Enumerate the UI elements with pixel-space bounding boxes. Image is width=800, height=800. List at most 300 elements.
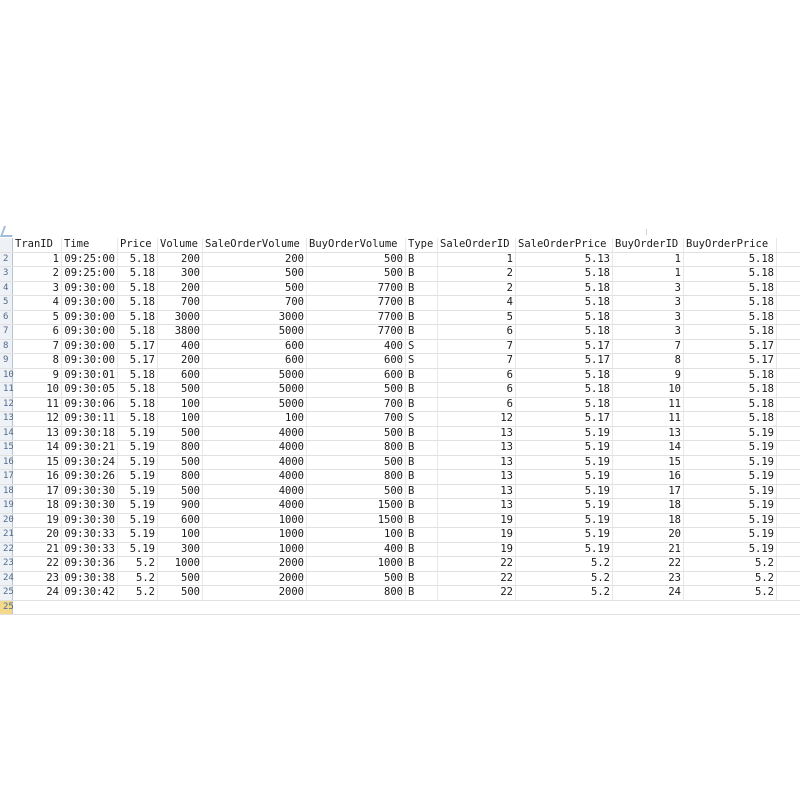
- row-header[interactable]: 8: [0, 340, 13, 354]
- cell-buy-order-id[interactable]: 11: [613, 412, 684, 426]
- table-row[interactable]: [0, 427, 800, 442]
- cell-sale-order-price[interactable]: 5.18: [516, 311, 613, 325]
- cell-sale-order-volume[interactable]: 5000: [203, 369, 307, 383]
- cell-sale-order-id[interactable]: 7: [438, 340, 516, 354]
- cell-price[interactable]: 5.19: [118, 514, 158, 528]
- cell-sale-order-volume[interactable]: 5000: [203, 325, 307, 339]
- cell-sale-order-price[interactable]: 5.17: [516, 340, 613, 354]
- cell-sale-order-volume[interactable]: 700: [203, 296, 307, 310]
- cell-sale-order-volume[interactable]: 4000: [203, 470, 307, 484]
- column-header-time[interactable]: Time: [62, 238, 118, 252]
- cell-sale-order-volume[interactable]: 4000: [203, 441, 307, 455]
- cell-type[interactable]: B: [406, 499, 438, 513]
- cell-sale-order-volume[interactable]: 500: [203, 267, 307, 281]
- cell-sale-order-price[interactable]: 5.18: [516, 383, 613, 397]
- cell-buy-order-id[interactable]: 17: [613, 485, 684, 499]
- cell-time[interactable]: 09:30:38: [62, 572, 118, 586]
- cell-volume[interactable]: 800: [158, 441, 203, 455]
- cell-sale-order-price[interactable]: 5.19: [516, 543, 613, 557]
- cell-volume[interactable]: 200: [158, 282, 203, 296]
- cell-sale-order-volume[interactable]: 5000: [203, 383, 307, 397]
- cell-buy-order-price[interactable]: 5.19: [684, 427, 777, 441]
- table-row[interactable]: [0, 499, 800, 514]
- cell-buy-order-id[interactable]: 21: [613, 543, 684, 557]
- row-header[interactable]: 5: [0, 296, 13, 310]
- cell-volume[interactable]: 800: [158, 470, 203, 484]
- cell-buy-order-price[interactable]: 5.2: [684, 557, 777, 571]
- table-row[interactable]: [0, 369, 800, 384]
- cell-time[interactable]: 09:25:00: [62, 267, 118, 281]
- cell-buy-order-volume[interactable]: 7700: [307, 282, 406, 296]
- cell-time[interactable]: 09:30:00: [62, 354, 118, 368]
- cell-volume[interactable]: 500: [158, 427, 203, 441]
- row-header[interactable]: [0, 238, 13, 252]
- column-header-tranid[interactable]: TranID: [13, 238, 62, 252]
- cell-volume[interactable]: 100: [158, 528, 203, 542]
- cell-volume[interactable]: 600: [158, 369, 203, 383]
- table-row[interactable]: [0, 340, 800, 355]
- cell-sale-order-volume[interactable]: 100: [203, 412, 307, 426]
- cell-buy-order-price[interactable]: 5.18: [684, 282, 777, 296]
- cell-sale-order-volume[interactable]: 3000: [203, 311, 307, 325]
- select-all-corner[interactable]: [0, 225, 14, 238]
- cell-sale-order-price[interactable]: 5.19: [516, 485, 613, 499]
- cell-time[interactable]: 09:30:01: [62, 369, 118, 383]
- cell-sale-order-price[interactable]: 5.19: [516, 499, 613, 513]
- table-row[interactable]: [0, 311, 800, 326]
- cell-sale-order-volume[interactable]: 4000: [203, 427, 307, 441]
- cell-time[interactable]: 09:30:06: [62, 398, 118, 412]
- row-header[interactable]: 4: [0, 282, 13, 296]
- cell-buy-order-id[interactable]: 7: [613, 340, 684, 354]
- table-row[interactable]: [0, 557, 800, 572]
- table-row[interactable]: [0, 354, 800, 369]
- column-header-buy-order-volume[interactable]: BuyOrderVolume: [307, 238, 406, 252]
- cell-buy-order-price[interactable]: 5.19: [684, 456, 777, 470]
- cell-time[interactable]: 09:30:21: [62, 441, 118, 455]
- cell-sale-order-id[interactable]: 6: [438, 369, 516, 383]
- cell-price[interactable]: 5.18: [118, 282, 158, 296]
- cell-buy-order-price[interactable]: 5.18: [684, 311, 777, 325]
- cell-time[interactable]: 09:30:05: [62, 383, 118, 397]
- cell-buy-order-price[interactable]: 5.19: [684, 470, 777, 484]
- cell-buy-order-price[interactable]: 5.19: [684, 499, 777, 513]
- row-header[interactable]: 10: [0, 369, 13, 383]
- cell-time[interactable]: 09:30:36: [62, 557, 118, 571]
- table-row[interactable]: [0, 586, 800, 601]
- cell-buy-order-volume[interactable]: 500: [307, 427, 406, 441]
- cell-sale-order-volume[interactable]: 2000: [203, 586, 307, 600]
- cell-price[interactable]: 5.19: [118, 528, 158, 542]
- cell-sale-order-volume[interactable]: 600: [203, 354, 307, 368]
- cell-buy-order-price[interactable]: 5.17: [684, 354, 777, 368]
- cell-volume[interactable]: 400: [158, 340, 203, 354]
- cell-volume[interactable]: 300: [158, 543, 203, 557]
- cell-buy-order-volume[interactable]: 500: [307, 485, 406, 499]
- row-header[interactable]: 17: [0, 470, 13, 484]
- cell-tranid[interactable]: 18: [13, 499, 62, 513]
- cell-tranid[interactable]: 4: [13, 296, 62, 310]
- cell-type[interactable]: B: [406, 485, 438, 499]
- cell-type[interactable]: B: [406, 296, 438, 310]
- cell-time[interactable]: 09:30:00: [62, 340, 118, 354]
- cell-volume[interactable]: 900: [158, 499, 203, 513]
- cell-price[interactable]: 5.19: [118, 470, 158, 484]
- cell-type[interactable]: B: [406, 514, 438, 528]
- table-row[interactable]: [0, 412, 800, 427]
- column-header-sale-order-price[interactable]: SaleOrderPrice: [516, 238, 613, 252]
- cell-sale-order-price[interactable]: 5.19: [516, 528, 613, 542]
- cell-tranid[interactable]: 11: [13, 398, 62, 412]
- cell-buy-order-volume[interactable]: 500: [307, 253, 406, 267]
- row-header[interactable]: 15: [0, 441, 13, 455]
- cell-sale-order-id[interactable]: 13: [438, 456, 516, 470]
- row-header[interactable]: 7: [0, 325, 13, 339]
- cell-buy-order-price[interactable]: 5.19: [684, 441, 777, 455]
- cell-price[interactable]: 5.18: [118, 311, 158, 325]
- cell-type[interactable]: B: [406, 528, 438, 542]
- cell-buy-order-id[interactable]: 3: [613, 296, 684, 310]
- cell-price[interactable]: 5.18: [118, 253, 158, 267]
- cell-buy-order-price[interactable]: 5.19: [684, 528, 777, 542]
- cell-type[interactable]: B: [406, 383, 438, 397]
- cell-sale-order-id[interactable]: 19: [438, 543, 516, 557]
- cell-price[interactable]: 5.19: [118, 456, 158, 470]
- cell-price[interactable]: 5.17: [118, 340, 158, 354]
- cell-price[interactable]: 5.19: [118, 427, 158, 441]
- cell-buy-order-volume[interactable]: 100: [307, 528, 406, 542]
- cell-sale-order-price[interactable]: 5.18: [516, 296, 613, 310]
- cell-buy-order-volume[interactable]: 7700: [307, 311, 406, 325]
- cell-price[interactable]: 5.17: [118, 354, 158, 368]
- cell-tranid[interactable]: 8: [13, 354, 62, 368]
- cell-sale-order-volume[interactable]: 4000: [203, 456, 307, 470]
- cell-sale-order-id[interactable]: 13: [438, 499, 516, 513]
- cell-sale-order-id[interactable]: 6: [438, 325, 516, 339]
- cell-sale-order-id[interactable]: 13: [438, 441, 516, 455]
- column-header-price[interactable]: Price: [118, 238, 158, 252]
- cell-tranid[interactable]: 1: [13, 253, 62, 267]
- cell-volume[interactable]: 500: [158, 485, 203, 499]
- cell-buy-order-volume[interactable]: 800: [307, 441, 406, 455]
- cell-buy-order-id[interactable]: 1: [613, 267, 684, 281]
- cell-tranid[interactable]: 3: [13, 282, 62, 296]
- cell-sale-order-id[interactable]: 13: [438, 485, 516, 499]
- cell-tranid[interactable]: 2: [13, 267, 62, 281]
- cell-sale-order-price[interactable]: 5.2: [516, 586, 613, 600]
- cell-buy-order-volume[interactable]: 800: [307, 470, 406, 484]
- cell-price[interactable]: 5.19: [118, 499, 158, 513]
- cell-volume[interactable]: 700: [158, 296, 203, 310]
- cell-type[interactable]: B: [406, 369, 438, 383]
- column-header-sale-order-volume[interactable]: SaleOrderVolume: [203, 238, 307, 252]
- cell-time[interactable]: 09:30:30: [62, 514, 118, 528]
- column-header-volume[interactable]: Volume: [158, 238, 203, 252]
- cell-time[interactable]: 09:30:11: [62, 412, 118, 426]
- cell-sale-order-id[interactable]: 12: [438, 412, 516, 426]
- cell-sale-order-id[interactable]: 13: [438, 470, 516, 484]
- cell-sale-order-price[interactable]: 5.19: [516, 470, 613, 484]
- cell-type[interactable]: B: [406, 267, 438, 281]
- row-header[interactable]: 23: [0, 557, 13, 571]
- row-header[interactable]: 18: [0, 485, 13, 499]
- table-row[interactable]: [0, 441, 800, 456]
- cell-sale-order-volume[interactable]: 4000: [203, 499, 307, 513]
- cell-price[interactable]: 5.18: [118, 383, 158, 397]
- cell-tranid[interactable]: 22: [13, 557, 62, 571]
- cell-type[interactable]: B: [406, 441, 438, 455]
- cell-buy-order-volume[interactable]: 800: [307, 586, 406, 600]
- cell-buy-order-id[interactable]: 15: [613, 456, 684, 470]
- cell-time[interactable]: 09:25:00: [62, 253, 118, 267]
- cell-sale-order-price[interactable]: 5.2: [516, 572, 613, 586]
- row-header[interactable]: 3: [0, 267, 13, 281]
- cell-type[interactable]: B: [406, 456, 438, 470]
- table-row[interactable]: [0, 514, 800, 529]
- cell-sale-order-volume[interactable]: 200: [203, 253, 307, 267]
- row-header[interactable]: 11: [0, 383, 13, 397]
- cell-sale-order-id[interactable]: 22: [438, 557, 516, 571]
- cell-sale-order-price[interactable]: 5.19: [516, 456, 613, 470]
- cell-buy-order-price[interactable]: 5.19: [684, 543, 777, 557]
- cell-tranid[interactable]: 12: [13, 412, 62, 426]
- cell-buy-order-id[interactable]: 3: [613, 325, 684, 339]
- cell-buy-order-price[interactable]: 5.18: [684, 383, 777, 397]
- cell-buy-order-price[interactable]: 5.18: [684, 412, 777, 426]
- cell-volume[interactable]: 500: [158, 572, 203, 586]
- cell-buy-order-price[interactable]: 5.19: [684, 485, 777, 499]
- cell-sale-order-volume[interactable]: 600: [203, 340, 307, 354]
- row-header[interactable]: 22: [0, 543, 13, 557]
- cell-sale-order-id[interactable]: 22: [438, 572, 516, 586]
- cell-buy-order-id[interactable]: 16: [613, 470, 684, 484]
- cell-sale-order-price[interactable]: 5.19: [516, 427, 613, 441]
- cell-time[interactable]: 09:30:00: [62, 282, 118, 296]
- cell-sale-order-price[interactable]: 5.18: [516, 267, 613, 281]
- table-row[interactable]: [0, 296, 800, 311]
- cell-buy-order-id[interactable]: 10: [613, 383, 684, 397]
- cell-sale-order-id[interactable]: 22: [438, 586, 516, 600]
- cell-volume[interactable]: 200: [158, 253, 203, 267]
- row-header[interactable]: 19: [0, 499, 13, 513]
- cell-sale-order-id[interactable]: 19: [438, 514, 516, 528]
- cell-sale-order-price[interactable]: 5.13: [516, 253, 613, 267]
- cell-volume[interactable]: 500: [158, 586, 203, 600]
- cell-sale-order-price[interactable]: 5.2: [516, 557, 613, 571]
- cell-price[interactable]: 5.2: [118, 572, 158, 586]
- cell-buy-order-id[interactable]: 13: [613, 427, 684, 441]
- cell-buy-order-volume[interactable]: 600: [307, 369, 406, 383]
- cell-buy-order-volume[interactable]: 7700: [307, 296, 406, 310]
- table-row[interactable]: [0, 267, 800, 282]
- cell-volume[interactable]: 500: [158, 383, 203, 397]
- cell-volume[interactable]: 3000: [158, 311, 203, 325]
- cell-sale-order-price[interactable]: 5.17: [516, 354, 613, 368]
- cell-type[interactable]: B: [406, 253, 438, 267]
- cell-price[interactable]: 5.2: [118, 586, 158, 600]
- cell-buy-order-id[interactable]: 23: [613, 572, 684, 586]
- row-header[interactable]: 14: [0, 427, 13, 441]
- cell-buy-order-id[interactable]: 20: [613, 528, 684, 542]
- column-header-buy-order-id[interactable]: BuyOrderID: [613, 238, 684, 252]
- table-row[interactable]: [0, 528, 800, 543]
- cell-price[interactable]: 5.2: [118, 557, 158, 571]
- cell-sale-order-id[interactable]: 7: [438, 354, 516, 368]
- cell-time[interactable]: 09:30:00: [62, 311, 118, 325]
- cell-time[interactable]: 09:30:26: [62, 470, 118, 484]
- cell-type[interactable]: B: [406, 543, 438, 557]
- row-header[interactable]: 21: [0, 528, 13, 542]
- cell-sale-order-price[interactable]: 5.17: [516, 412, 613, 426]
- cell-buy-order-price[interactable]: 5.18: [684, 296, 777, 310]
- cell-sale-order-price[interactable]: 5.19: [516, 514, 613, 528]
- row-header[interactable]: 2: [0, 253, 13, 267]
- cell-sale-order-id[interactable]: 5: [438, 311, 516, 325]
- cell-tranid[interactable]: 16: [13, 470, 62, 484]
- cell-buy-order-id[interactable]: 11: [613, 398, 684, 412]
- cell-type[interactable]: B: [406, 311, 438, 325]
- cell-price[interactable]: 5.18: [118, 398, 158, 412]
- cell-buy-order-volume[interactable]: 400: [307, 543, 406, 557]
- cell-sale-order-id[interactable]: 6: [438, 383, 516, 397]
- cell-buy-order-price[interactable]: 5.18: [684, 398, 777, 412]
- cell-buy-order-id[interactable]: 14: [613, 441, 684, 455]
- cell-sale-order-id[interactable]: 2: [438, 267, 516, 281]
- cell-buy-order-id[interactable]: 18: [613, 514, 684, 528]
- cell-volume[interactable]: 3800: [158, 325, 203, 339]
- cell-price[interactable]: 5.18: [118, 296, 158, 310]
- column-header-buy-order-price[interactable]: BuyOrderPrice: [684, 238, 777, 252]
- row-header[interactable]: 9: [0, 354, 13, 368]
- cell-sale-order-volume[interactable]: 1000: [203, 543, 307, 557]
- cell-time[interactable]: 09:30:30: [62, 499, 118, 513]
- table-row[interactable]: [0, 572, 800, 587]
- cell-tranid[interactable]: 15: [13, 456, 62, 470]
- cell-time[interactable]: 09:30:33: [62, 528, 118, 542]
- cell-time[interactable]: 09:30:33: [62, 543, 118, 557]
- cell-type[interactable]: B: [406, 325, 438, 339]
- cell-sale-order-volume[interactable]: 1000: [203, 514, 307, 528]
- cell-time[interactable]: 09:30:18: [62, 427, 118, 441]
- cell-sale-order-id[interactable]: 2: [438, 282, 516, 296]
- cell-buy-order-volume[interactable]: 1500: [307, 514, 406, 528]
- cell-sale-order-price[interactable]: 5.19: [516, 441, 613, 455]
- table-row[interactable]: [0, 253, 800, 268]
- cell-buy-order-id[interactable]: 22: [613, 557, 684, 571]
- row-header[interactable]: 16: [0, 456, 13, 470]
- cell-buy-order-id[interactable]: 9: [613, 369, 684, 383]
- cell-sale-order-id[interactable]: 4: [438, 296, 516, 310]
- table-row[interactable]: [0, 325, 800, 340]
- cell-price[interactable]: 5.18: [118, 325, 158, 339]
- cell-buy-order-id[interactable]: 3: [613, 282, 684, 296]
- row-header[interactable]: 6: [0, 311, 13, 325]
- cell-buy-order-id[interactable]: 18: [613, 499, 684, 513]
- cell-tranid[interactable]: 5: [13, 311, 62, 325]
- cell-type[interactable]: S: [406, 340, 438, 354]
- cell-buy-order-volume[interactable]: 700: [307, 398, 406, 412]
- table-row-current[interactable]: [0, 601, 800, 616]
- cell-buy-order-id[interactable]: 1: [613, 253, 684, 267]
- cell-buy-order-price[interactable]: 5.18: [684, 369, 777, 383]
- cell-sale-order-volume[interactable]: 2000: [203, 557, 307, 571]
- cell-volume[interactable]: 300: [158, 267, 203, 281]
- cell-sale-order-id[interactable]: 6: [438, 398, 516, 412]
- cell-type[interactable]: B: [406, 470, 438, 484]
- cell-tranid[interactable]: 23: [13, 572, 62, 586]
- cell-type[interactable]: B: [406, 427, 438, 441]
- cell-time[interactable]: 09:30:24: [62, 456, 118, 470]
- cell-volume[interactable]: 100: [158, 398, 203, 412]
- cell-sale-order-id[interactable]: 1: [438, 253, 516, 267]
- cell-sale-order-id[interactable]: 19: [438, 528, 516, 542]
- cell-buy-order-volume[interactable]: 500: [307, 383, 406, 397]
- cell-sale-order-price[interactable]: 5.18: [516, 398, 613, 412]
- cell-tranid[interactable]: 10: [13, 383, 62, 397]
- cell-tranid[interactable]: 21: [13, 543, 62, 557]
- column-header-sale-order-id[interactable]: SaleOrderID: [438, 238, 516, 252]
- cell-buy-order-id[interactable]: 3: [613, 311, 684, 325]
- cell-tranid[interactable]: 6: [13, 325, 62, 339]
- cell-type[interactable]: S: [406, 354, 438, 368]
- table-row[interactable]: [0, 398, 800, 413]
- table-row[interactable]: [0, 485, 800, 500]
- table-row[interactable]: [0, 383, 800, 398]
- cell-price[interactable]: 5.19: [118, 441, 158, 455]
- cell-buy-order-price[interactable]: 5.19: [684, 514, 777, 528]
- cell-buy-order-volume[interactable]: 400: [307, 340, 406, 354]
- cell-tranid[interactable]: 9: [13, 369, 62, 383]
- cell-tranid[interactable]: 13: [13, 427, 62, 441]
- cell-buy-order-volume[interactable]: 500: [307, 456, 406, 470]
- cell-sale-order-price[interactable]: 5.18: [516, 325, 613, 339]
- cell-volume[interactable]: 600: [158, 514, 203, 528]
- cell-tranid[interactable]: 7: [13, 340, 62, 354]
- cell-sale-order-volume[interactable]: 4000: [203, 485, 307, 499]
- cell-tranid[interactable]: 24: [13, 586, 62, 600]
- row-header[interactable]: 25: [0, 586, 13, 600]
- cell-sale-order-volume[interactable]: 1000: [203, 528, 307, 542]
- cell-buy-order-volume[interactable]: 500: [307, 572, 406, 586]
- cell-sale-order-price[interactable]: 5.18: [516, 369, 613, 383]
- row-header[interactable]: 20: [0, 514, 13, 528]
- cell-sale-order-volume[interactable]: 2000: [203, 572, 307, 586]
- cell-buy-order-volume[interactable]: 600: [307, 354, 406, 368]
- cell-buy-order-id[interactable]: 8: [613, 354, 684, 368]
- cell-sale-order-volume[interactable]: 5000: [203, 398, 307, 412]
- cell-price[interactable]: 5.18: [118, 412, 158, 426]
- table-row[interactable]: [0, 282, 800, 297]
- row-header-current[interactable]: 25: [0, 601, 13, 615]
- cell-buy-order-price[interactable]: 5.2: [684, 572, 777, 586]
- cell-buy-order-price[interactable]: 5.2: [684, 586, 777, 600]
- cell-tranid[interactable]: 17: [13, 485, 62, 499]
- cell-sale-order-volume[interactable]: 500: [203, 282, 307, 296]
- cell-buy-order-volume[interactable]: 1000: [307, 557, 406, 571]
- cell-sale-order-id[interactable]: 13: [438, 427, 516, 441]
- cell-price[interactable]: 5.18: [118, 369, 158, 383]
- cell-type[interactable]: S: [406, 412, 438, 426]
- row-header[interactable]: 24: [0, 572, 13, 586]
- cell-volume[interactable]: 100: [158, 412, 203, 426]
- cell-type[interactable]: B: [406, 572, 438, 586]
- cell-buy-order-volume[interactable]: 7700: [307, 325, 406, 339]
- cell-buy-order-price[interactable]: 5.18: [684, 253, 777, 267]
- cell-volume[interactable]: 500: [158, 456, 203, 470]
- cell-sale-order-price[interactable]: 5.18: [516, 282, 613, 296]
- table-row[interactable]: [0, 470, 800, 485]
- cell-tranid[interactable]: 14: [13, 441, 62, 455]
